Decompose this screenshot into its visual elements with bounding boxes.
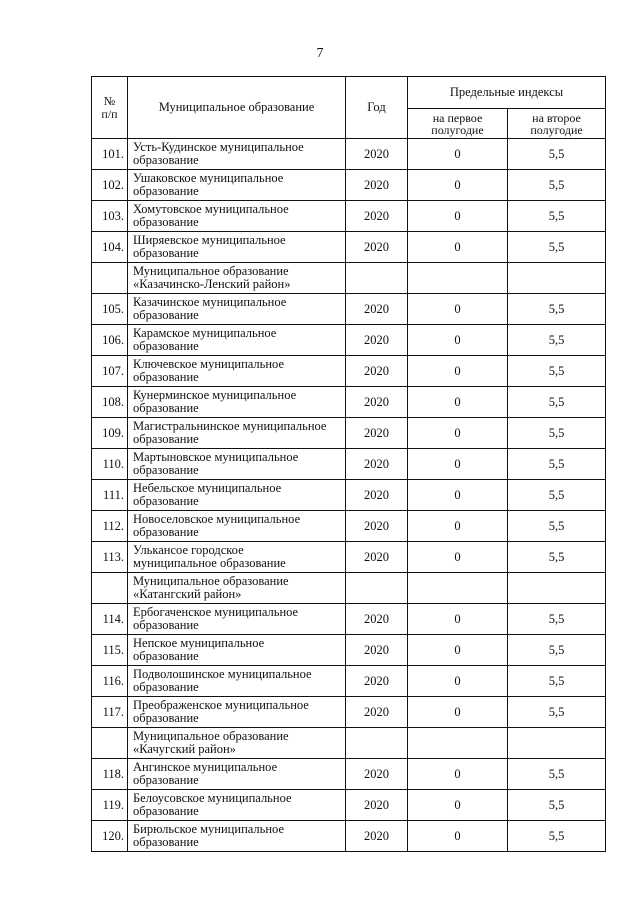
row-number: 116. bbox=[92, 666, 128, 697]
year-cell: 2020 bbox=[346, 635, 408, 666]
table-row bbox=[92, 232, 606, 263]
municipality-name: Непское муниципальное образование bbox=[128, 635, 346, 666]
table-row bbox=[92, 201, 606, 232]
row-number: 107. bbox=[92, 356, 128, 387]
row-number: 111. bbox=[92, 480, 128, 511]
header-first-half: на первое полугодие bbox=[408, 109, 508, 139]
second-half-index: 5,5 bbox=[508, 635, 606, 666]
row-number: 105. bbox=[92, 294, 128, 325]
year-cell: 2020 bbox=[346, 759, 408, 790]
table-row bbox=[92, 635, 606, 666]
second-half-index: 5,5 bbox=[508, 170, 606, 201]
first-half-index: 0 bbox=[408, 511, 508, 542]
second-half-index: 5,5 bbox=[508, 232, 606, 263]
table-row bbox=[92, 511, 606, 542]
group-num-cell bbox=[92, 728, 128, 759]
first-half-index: 0 bbox=[408, 697, 508, 728]
header-year: Год bbox=[346, 77, 408, 139]
table-row bbox=[92, 697, 606, 728]
municipality-name: Ширяевское муниципальное образование bbox=[128, 232, 346, 263]
year-cell: 2020 bbox=[346, 139, 408, 170]
group-v2-cell bbox=[508, 728, 606, 759]
second-half-index: 5,5 bbox=[508, 418, 606, 449]
first-half-index: 0 bbox=[408, 542, 508, 573]
table-row bbox=[92, 790, 606, 821]
row-number: 110. bbox=[92, 449, 128, 480]
year-cell: 2020 bbox=[346, 449, 408, 480]
group-title: Муниципальное образование «Катангский район» bbox=[128, 573, 346, 604]
second-half-index: 5,5 bbox=[508, 604, 606, 635]
first-half-index: 0 bbox=[408, 139, 508, 170]
first-half-index: 0 bbox=[408, 449, 508, 480]
municipality-name: Магистральнинское муниципальное образование bbox=[128, 418, 346, 449]
municipal-index-table bbox=[91, 76, 606, 852]
table-row bbox=[92, 325, 606, 356]
table-row bbox=[92, 170, 606, 201]
second-half-index: 5,5 bbox=[508, 139, 606, 170]
year-cell: 2020 bbox=[346, 480, 408, 511]
header-limit-indices: Предельные индексы bbox=[408, 77, 606, 109]
group-v1-cell bbox=[408, 728, 508, 759]
municipality-name: Карамское муниципальное образование bbox=[128, 325, 346, 356]
municipality-name: Казачинское муниципальное образование bbox=[128, 294, 346, 325]
group-title: Муниципальное образование «Качугский район» bbox=[128, 728, 346, 759]
row-number: 112. bbox=[92, 511, 128, 542]
group-v2-cell bbox=[508, 573, 606, 604]
first-half-index: 0 bbox=[408, 232, 508, 263]
group-title: Муниципальное образование «Казачинско-Ленский район» bbox=[128, 263, 346, 294]
first-half-index: 0 bbox=[408, 325, 508, 356]
municipality-name: Белоусовское муниципальное образование bbox=[128, 790, 346, 821]
second-half-index: 5,5 bbox=[508, 697, 606, 728]
row-number: 106. bbox=[92, 325, 128, 356]
row-number: 117. bbox=[92, 697, 128, 728]
year-cell: 2020 bbox=[346, 232, 408, 263]
group-header-row bbox=[92, 573, 606, 604]
year-cell: 2020 bbox=[346, 356, 408, 387]
table-row bbox=[92, 542, 606, 573]
row-number: 101. bbox=[92, 139, 128, 170]
municipality-name: Ушаковское муниципальное образование bbox=[128, 170, 346, 201]
header-number: № п/п bbox=[92, 77, 128, 139]
group-num-cell bbox=[92, 573, 128, 604]
first-half-index: 0 bbox=[408, 635, 508, 666]
municipality-name: Улькансое городское муниципальное образование bbox=[128, 542, 346, 573]
row-number: 118. bbox=[92, 759, 128, 790]
second-half-index: 5,5 bbox=[508, 325, 606, 356]
row-number: 103. bbox=[92, 201, 128, 232]
year-cell: 2020 bbox=[346, 201, 408, 232]
second-half-index: 5,5 bbox=[508, 790, 606, 821]
second-half-index: 5,5 bbox=[508, 449, 606, 480]
row-number: 104. bbox=[92, 232, 128, 263]
row-number: 119. bbox=[92, 790, 128, 821]
year-cell: 2020 bbox=[346, 325, 408, 356]
first-half-index: 0 bbox=[408, 666, 508, 697]
municipality-name: Небельское муниципальное образование bbox=[128, 480, 346, 511]
municipality-name: Бирюльское муниципальное образование bbox=[128, 821, 346, 852]
year-cell: 2020 bbox=[346, 666, 408, 697]
municipality-name: Ербогаченское муниципальное образование bbox=[128, 604, 346, 635]
row-number: 109. bbox=[92, 418, 128, 449]
second-half-index: 5,5 bbox=[508, 821, 606, 852]
table-row bbox=[92, 666, 606, 697]
first-half-index: 0 bbox=[408, 387, 508, 418]
group-v1-cell bbox=[408, 263, 508, 294]
table-row bbox=[92, 356, 606, 387]
second-half-index: 5,5 bbox=[508, 387, 606, 418]
municipality-name: Ключевское муниципальное образование bbox=[128, 356, 346, 387]
second-half-index: 5,5 bbox=[508, 666, 606, 697]
row-number: 113. bbox=[92, 542, 128, 573]
table-row bbox=[92, 449, 606, 480]
table-row bbox=[92, 387, 606, 418]
first-half-index: 0 bbox=[408, 759, 508, 790]
second-half-index: 5,5 bbox=[508, 480, 606, 511]
municipality-name: Хомутовское муниципальное образование bbox=[128, 201, 346, 232]
year-cell: 2020 bbox=[346, 790, 408, 821]
year-cell: 2020 bbox=[346, 170, 408, 201]
year-cell: 2020 bbox=[346, 697, 408, 728]
first-half-index: 0 bbox=[408, 201, 508, 232]
first-half-index: 0 bbox=[408, 356, 508, 387]
table-row bbox=[92, 821, 606, 852]
second-half-index: 5,5 bbox=[508, 201, 606, 232]
municipality-name: Мартыновское муниципальное образование bbox=[128, 449, 346, 480]
year-cell: 2020 bbox=[346, 821, 408, 852]
year-cell: 2020 bbox=[346, 418, 408, 449]
year-cell: 2020 bbox=[346, 542, 408, 573]
first-half-index: 0 bbox=[408, 480, 508, 511]
group-num-cell bbox=[92, 263, 128, 294]
second-half-index: 5,5 bbox=[508, 759, 606, 790]
first-half-index: 0 bbox=[408, 604, 508, 635]
row-number: 115. bbox=[92, 635, 128, 666]
header-second-half: на второе полугодие bbox=[508, 109, 606, 139]
header-municipality: Муниципальное образование bbox=[128, 77, 346, 139]
row-number: 120. bbox=[92, 821, 128, 852]
table-row bbox=[92, 418, 606, 449]
second-half-index: 5,5 bbox=[508, 542, 606, 573]
year-cell: 2020 bbox=[346, 604, 408, 635]
second-half-index: 5,5 bbox=[508, 356, 606, 387]
table-row bbox=[92, 480, 606, 511]
year-cell: 2020 bbox=[346, 294, 408, 325]
row-number: 108. bbox=[92, 387, 128, 418]
table-header bbox=[92, 77, 606, 139]
first-half-index: 0 bbox=[408, 821, 508, 852]
group-v1-cell bbox=[408, 573, 508, 604]
year-cell: 2020 bbox=[346, 511, 408, 542]
second-half-index: 5,5 bbox=[508, 511, 606, 542]
table-row bbox=[92, 604, 606, 635]
table-row bbox=[92, 294, 606, 325]
municipality-name: Преображенское муниципальное образование bbox=[128, 697, 346, 728]
table-row bbox=[92, 139, 606, 170]
first-half-index: 0 bbox=[408, 170, 508, 201]
municipality-name: Ангинское муниципальное образование bbox=[128, 759, 346, 790]
row-number: 114. bbox=[92, 604, 128, 635]
row-number: 102. bbox=[92, 170, 128, 201]
second-half-index: 5,5 bbox=[508, 294, 606, 325]
table-body bbox=[92, 139, 606, 852]
year-cell: 2020 bbox=[346, 387, 408, 418]
group-header-row bbox=[92, 728, 606, 759]
group-v2-cell bbox=[508, 263, 606, 294]
group-header-row bbox=[92, 263, 606, 294]
municipality-name: Кунерминское муниципальное образование bbox=[128, 387, 346, 418]
first-half-index: 0 bbox=[408, 294, 508, 325]
municipality-name: Подволошинское муниципальное образование bbox=[128, 666, 346, 697]
municipality-name: Усть-Кудинское муниципальное образование bbox=[128, 139, 346, 170]
group-year-cell bbox=[346, 573, 408, 604]
first-half-index: 0 bbox=[408, 418, 508, 449]
first-half-index: 0 bbox=[408, 790, 508, 821]
table-row bbox=[92, 759, 606, 790]
page-number: 7 bbox=[316, 46, 324, 61]
group-year-cell bbox=[346, 728, 408, 759]
municipality-name: Новоселовское муниципальное образование bbox=[128, 511, 346, 542]
group-year-cell bbox=[346, 263, 408, 294]
